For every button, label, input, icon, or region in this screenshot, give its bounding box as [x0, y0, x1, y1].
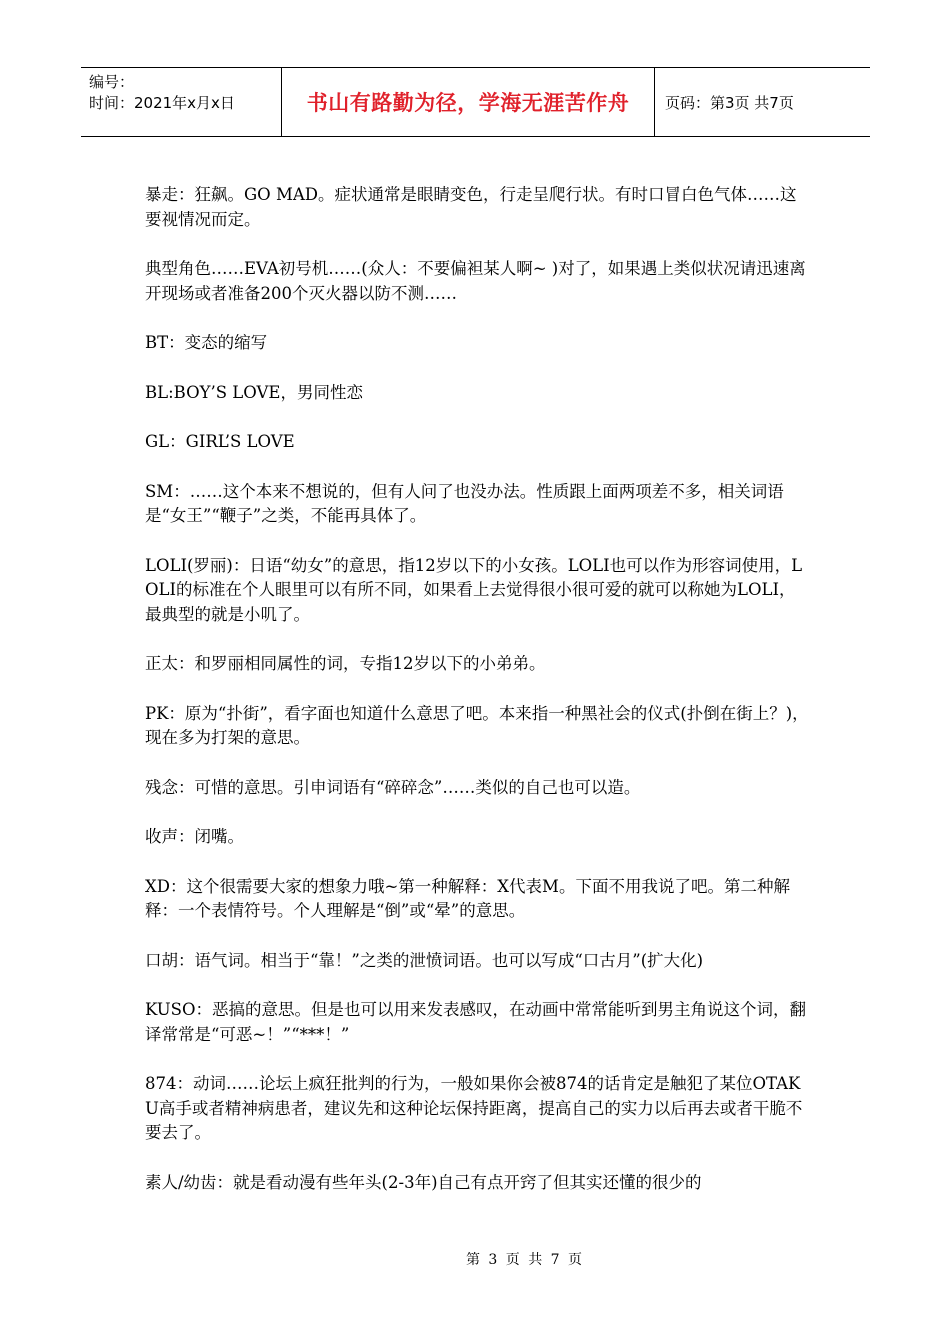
paragraph: XD：这个很需要大家的想象力哦~第一种解释：X代表M。下面不用我说了吧。第二种解释：一个表情符号。个人理解是“倒”或“晕”的意思。	[145, 876, 790, 920]
header-motto: 书山有路勤为径，学海无涯苦作舟	[281, 68, 655, 136]
paragraph: SM：……这个本来不想说的，但有人问了也没办法。性质跟上面两项差不多，相关词语是“女王”“鞭子”之类，不能再具体了。	[145, 481, 784, 525]
paragraph: 正太：和罗丽相同属性的词，专指12岁以下的小弟弟。	[145, 654, 546, 673]
page-footer	[0, 1249, 950, 1269]
page-header	[81, 67, 870, 137]
paragraph: 收声：闭嘴。	[145, 827, 244, 846]
paragraph: LOLI(罗丽)：日语“幼女”的意思，指12岁以下的小女孩。LOLI也可以作为形容词使用，LOLI的标准在个人眼里可以有所不同，如果看上去觉得很小很可爱的就可以称她为LOLI，最典型的就是小叽了。	[145, 555, 803, 624]
document-time-label: 时间：2021年x月x日	[89, 94, 235, 112]
paragraph: 口胡：语气词。相当于“靠！”之类的泄愤词语。也可以写成“口古月”(扩大化)	[145, 950, 704, 970]
paragraph: 素人/幼齿：就是看动漫有些年头(2-3年)自己有点开窍了但其实还懂的很少的	[145, 1172, 702, 1192]
paragraph: BL:BOY’S LOVE，男同性恋	[145, 382, 363, 402]
document-number-label: 编号：	[89, 73, 135, 91]
paragraph: 残念：可惜的意思。引申词语有“碎碎念”……类似的自己也可以造。	[145, 777, 641, 797]
paragraph: KUSO：恶搞的意思。但是也可以用来发表感叹，在动画中常常能听到男主角说这个词，翻译常常是“可恶~！”“***！”	[145, 1000, 806, 1044]
document-body	[145, 183, 810, 1220]
paragraph: 暴走：狂飙。GO MAD。症状通常是眼睛变色，行走呈爬行状。有时口冒白色气体……这要视情况而定。	[145, 185, 797, 229]
footer-page-number: 第 3 页 共 7 页	[465, 1252, 585, 1268]
header-page-info: 页码：第3页 共7页	[665, 93, 794, 112]
paragraph: GL：GIRL’S LOVE	[145, 432, 295, 451]
paragraph: 典型角色……EVA初号机……(众人：不要偏袒某人啊~ )对了，如果遇上类似状况请迅速离开现场或者准备200个灭火器以防不测……	[145, 259, 806, 303]
header-meta	[81, 68, 281, 136]
paragraph: BT：变态的缩写	[145, 333, 268, 352]
paragraph: 874：动词……论坛上疯狂批判的行为，一般如果你会被874的话肯定是触犯了某位OTAKU高手或者精神病患者，建议先和这种论坛保持距离，提高自己的实力以后再去或者干脆不要去了。	[145, 1074, 803, 1142]
paragraph: PK：原为“扑街”，看字面也知道什么意思了吧。本来指一种黑社会的仪式(扑倒在街上？)，现在多为打架的意思。	[145, 703, 809, 747]
